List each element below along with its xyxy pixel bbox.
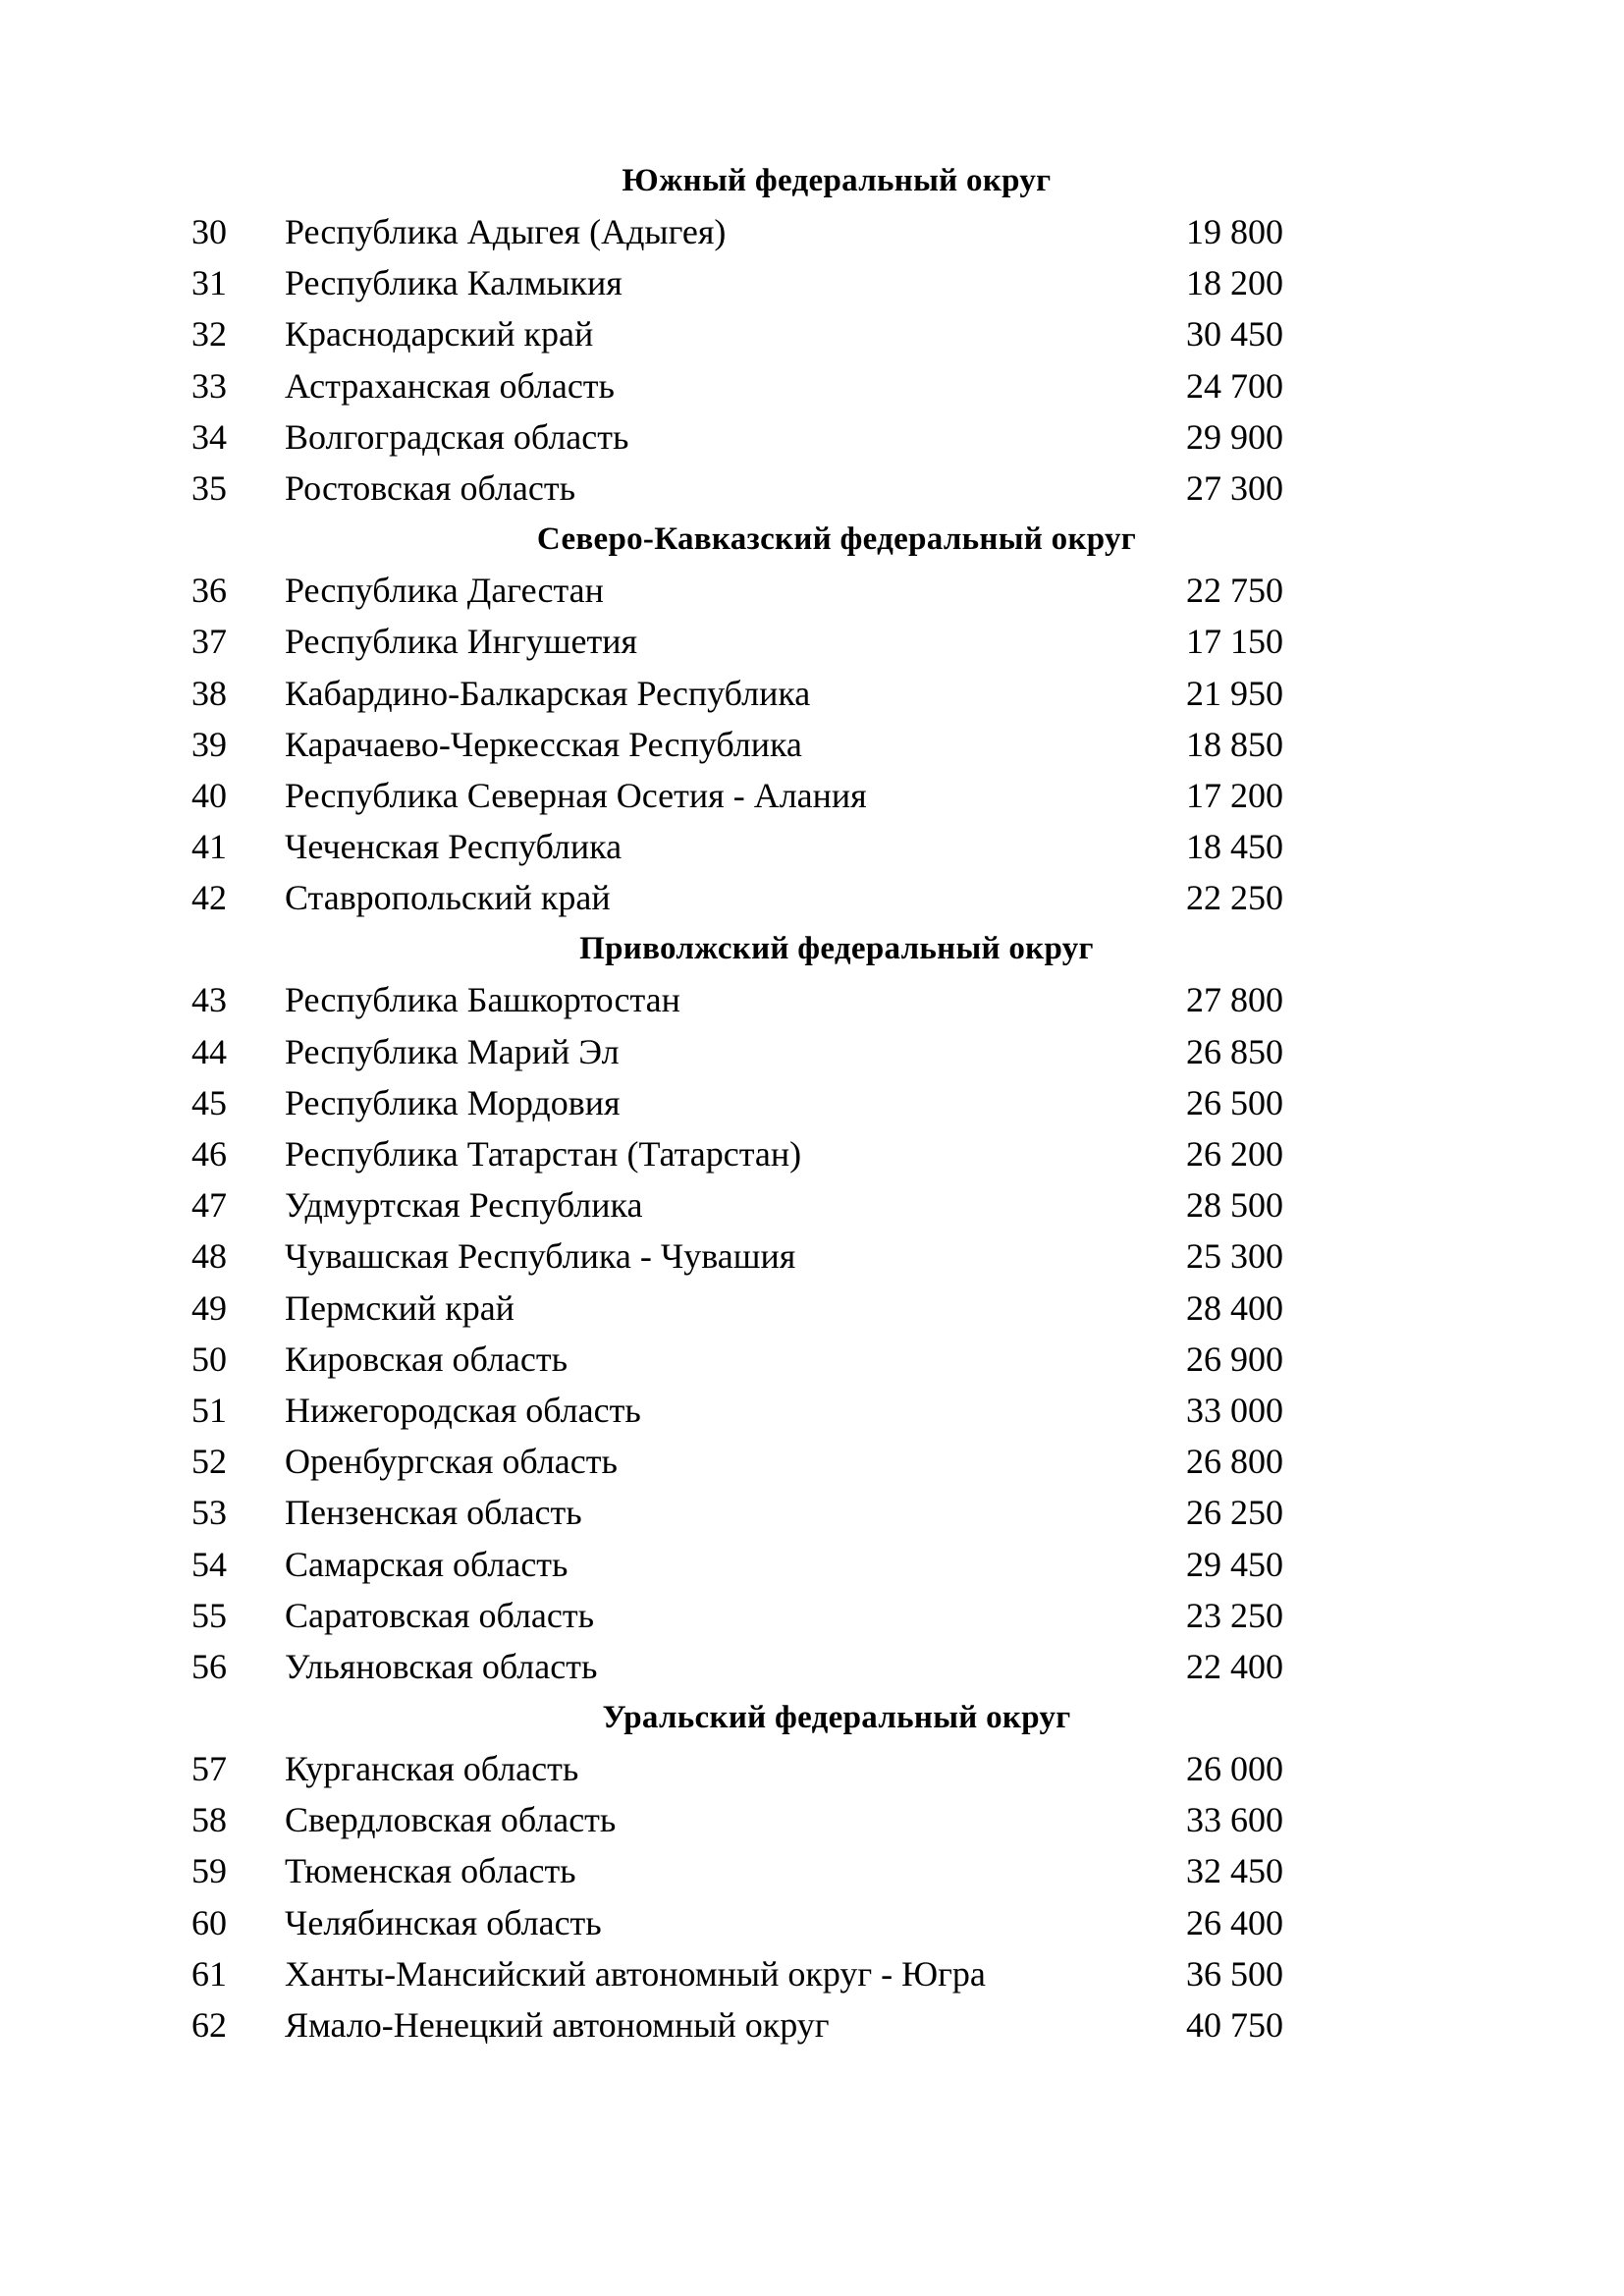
row-value: 28 400 xyxy=(1186,1287,1283,1328)
row-value: 22 400 xyxy=(1186,1646,1283,1686)
table-row xyxy=(0,1436,1624,1487)
row-number: 50 xyxy=(191,1339,227,1379)
table-row xyxy=(0,1179,1624,1230)
table-row xyxy=(0,1641,1624,1692)
section-heading: Приволжский федеральный округ xyxy=(579,931,1094,967)
row-value: 18 450 xyxy=(1186,827,1283,867)
row-value: 26 400 xyxy=(1186,1902,1283,1942)
row-value: 29 450 xyxy=(1186,1544,1283,1584)
table-row xyxy=(0,1077,1624,1128)
row-number: 39 xyxy=(191,724,227,764)
region-name: Республика Ингушетия xyxy=(285,622,638,662)
table-row xyxy=(0,719,1624,770)
region-name: Республика Башкортостан xyxy=(285,980,680,1020)
region-name: Пермский край xyxy=(285,1287,514,1328)
row-number: 33 xyxy=(191,365,227,406)
region-name: Чеченская Республика xyxy=(285,827,623,867)
region-name: Волгоградская область xyxy=(285,416,629,457)
row-number: 43 xyxy=(191,980,227,1020)
row-number: 58 xyxy=(191,1800,227,1840)
row-number: 61 xyxy=(191,1953,227,1994)
row-number: 49 xyxy=(191,1287,227,1328)
region-name: Ставропольский край xyxy=(285,878,611,918)
region-name: Свердловская область xyxy=(285,1800,617,1840)
row-value: 18 850 xyxy=(1186,724,1283,764)
row-number: 40 xyxy=(191,775,227,815)
table-row xyxy=(0,463,1624,514)
row-value: 32 450 xyxy=(1186,1851,1283,1891)
region-name: Оренбургская область xyxy=(285,1442,618,1482)
row-number: 34 xyxy=(191,416,227,457)
row-value: 40 750 xyxy=(1186,2005,1283,2045)
row-number: 35 xyxy=(191,467,227,508)
region-name: Челябинская область xyxy=(285,1902,602,1942)
region-name: Краснодарский край xyxy=(285,314,594,355)
row-number: 56 xyxy=(191,1646,227,1686)
table-row xyxy=(0,1026,1624,1077)
row-value: 18 200 xyxy=(1186,263,1283,303)
section-heading: Южный федеральный округ xyxy=(622,163,1052,198)
row-number: 55 xyxy=(191,1595,227,1635)
table-row xyxy=(0,1334,1624,1385)
table-row xyxy=(0,974,1624,1025)
row-value: 33 000 xyxy=(1186,1390,1283,1430)
row-value: 36 500 xyxy=(1186,1953,1283,1994)
table-row xyxy=(0,257,1624,308)
row-value: 23 250 xyxy=(1186,1595,1283,1635)
table-row xyxy=(0,668,1624,719)
table-row xyxy=(0,1385,1624,1436)
table-row xyxy=(0,206,1624,257)
row-number: 41 xyxy=(191,827,227,867)
row-value: 26 500 xyxy=(1186,1082,1283,1122)
table-row xyxy=(0,1230,1624,1282)
table-row xyxy=(0,1948,1624,1999)
row-value: 30 450 xyxy=(1186,314,1283,355)
row-value: 19 800 xyxy=(1186,212,1283,251)
region-name: Кировская область xyxy=(285,1339,568,1379)
row-number: 59 xyxy=(191,1851,227,1891)
region-name: Астраханская область xyxy=(285,365,615,406)
row-number: 30 xyxy=(191,212,227,251)
region-name: Чувашская Республика - Чувашия xyxy=(285,1236,796,1277)
row-value: 22 750 xyxy=(1186,571,1283,611)
region-name: Ханты-Мансийский автономный округ - Югра xyxy=(285,1953,986,1994)
region-name: Курганская область xyxy=(285,1749,579,1789)
table-row xyxy=(0,616,1624,667)
table-row xyxy=(0,770,1624,821)
row-number: 42 xyxy=(191,878,227,918)
table-row xyxy=(0,1590,1624,1641)
region-name: Республика Северная Осетия - Алания xyxy=(285,775,867,815)
row-number: 45 xyxy=(191,1082,227,1122)
row-value: 29 900 xyxy=(1186,416,1283,457)
region-name: Ямало-Ненецкий автономный округ xyxy=(285,2005,830,2045)
row-value: 22 250 xyxy=(1186,878,1283,918)
row-value: 26 800 xyxy=(1186,1442,1283,1482)
row-value: 25 300 xyxy=(1186,1236,1283,1277)
region-name: Ростовская область xyxy=(285,467,575,508)
table-row xyxy=(0,821,1624,872)
table-row xyxy=(0,360,1624,411)
region-name: Самарская область xyxy=(285,1544,568,1584)
row-number: 48 xyxy=(191,1236,227,1277)
region-name: Республика Мордовия xyxy=(285,1082,621,1122)
region-name: Ульяновская область xyxy=(285,1646,598,1686)
table-row xyxy=(0,1999,1624,2050)
document-table xyxy=(0,155,1624,2050)
row-value: 28 500 xyxy=(1186,1185,1283,1226)
row-number: 38 xyxy=(191,673,227,713)
row-number: 60 xyxy=(191,1902,227,1942)
region-name: Республика Татарстан (Татарстан) xyxy=(285,1134,802,1174)
table-row xyxy=(0,1845,1624,1896)
row-value: 21 950 xyxy=(1186,673,1283,713)
table-row xyxy=(0,308,1624,359)
table-row xyxy=(0,1128,1624,1179)
region-name: Республика Марий Эл xyxy=(285,1031,620,1071)
row-value: 27 800 xyxy=(1186,980,1283,1020)
row-number: 44 xyxy=(191,1031,227,1071)
table-row xyxy=(0,1487,1624,1538)
region-name: Тюменская область xyxy=(285,1851,576,1891)
row-value: 26 000 xyxy=(1186,1749,1283,1789)
row-number: 31 xyxy=(191,263,227,303)
table-row xyxy=(0,872,1624,923)
region-name: Саратовская область xyxy=(285,1595,595,1635)
row-number: 54 xyxy=(191,1544,227,1584)
region-name: Удмуртская Республика xyxy=(285,1185,643,1226)
row-value: 33 600 xyxy=(1186,1800,1283,1840)
region-name: Республика Дагестан xyxy=(285,571,604,611)
table-row xyxy=(0,1743,1624,1794)
region-name: Карачаево-Черкесская Республика xyxy=(285,724,802,764)
row-number: 32 xyxy=(191,314,227,355)
row-value: 26 850 xyxy=(1186,1031,1283,1071)
row-value: 17 150 xyxy=(1186,622,1283,662)
region-name: Пензенская область xyxy=(285,1493,582,1533)
row-number: 37 xyxy=(191,622,227,662)
row-number: 51 xyxy=(191,1390,227,1430)
table-row xyxy=(0,1283,1624,1334)
row-number: 53 xyxy=(191,1493,227,1533)
table-row xyxy=(0,411,1624,463)
row-number: 46 xyxy=(191,1134,227,1174)
table-row xyxy=(0,565,1624,616)
region-name: Кабардино-Балкарская Республика xyxy=(285,673,811,713)
table-row xyxy=(0,1539,1624,1590)
row-value: 26 250 xyxy=(1186,1493,1283,1533)
region-name: Республика Адыгея (Адыгея) xyxy=(285,212,727,251)
row-number: 62 xyxy=(191,2005,227,2045)
row-value: 27 300 xyxy=(1186,467,1283,508)
row-number: 36 xyxy=(191,571,227,611)
row-value: 26 200 xyxy=(1186,1134,1283,1174)
table-row xyxy=(0,1897,1624,1948)
region-name: Нижегородская область xyxy=(285,1390,641,1430)
region-name: Республика Калмыкия xyxy=(285,263,623,303)
row-number: 52 xyxy=(191,1442,227,1482)
row-value: 24 700 xyxy=(1186,365,1283,406)
row-value: 17 200 xyxy=(1186,775,1283,815)
table-row xyxy=(0,1794,1624,1845)
row-value: 26 900 xyxy=(1186,1339,1283,1379)
section-heading: Северо-Кавказский федеральный округ xyxy=(536,521,1137,558)
row-number: 47 xyxy=(191,1185,227,1226)
row-number: 57 xyxy=(191,1749,227,1789)
section-heading: Уральский федеральный округ xyxy=(602,1700,1071,1736)
